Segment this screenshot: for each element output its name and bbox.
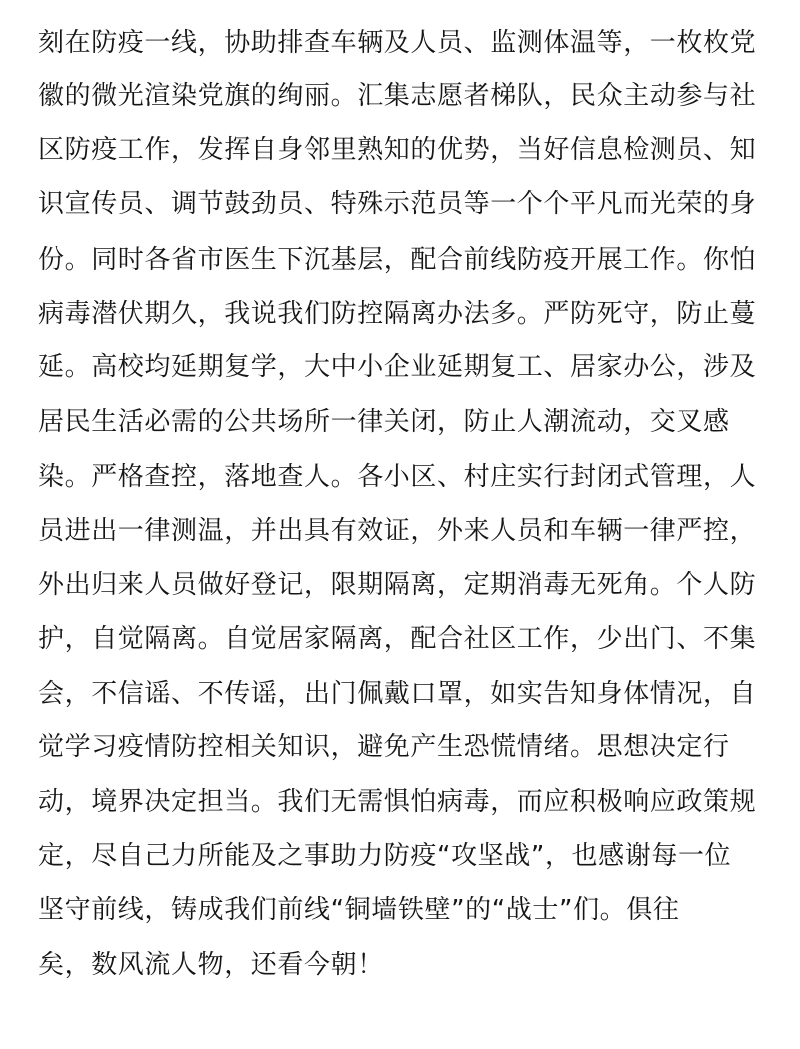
text-line: 徽的微光渲染党旗的绚丽。汇集志愿者梯队，民众主动参与社 [38, 81, 757, 111]
text-line: 觉学习疫情防控相关知识，避免产生恐慌情绪。思想决定行 [38, 732, 730, 762]
text-line: 区防疫工作，发挥自身邻里熟知的优势，当好信息检测员、知 [38, 135, 757, 165]
text-line: 份。同时各省市医生下沉基层，配合前线防疫开展工作。你怕 [38, 245, 757, 275]
text-line: 动，境界决定担当。我们无需惧怕病毒，而应积极响应政策规 [38, 787, 757, 817]
text-line: 定，尽自己力所能及之事助力防疫“攻坚战”，也感谢每一位 [38, 841, 732, 871]
text-line: 坚守前线，铸成我们前线“铜墙铁壁”的“战士”们。俱往 [38, 895, 680, 925]
text-line: 延。高校均延期复学，大中小企业延期复工、居家办公，涉及 [38, 352, 757, 382]
text-line: 刻在防疫一线，协助排查车辆及人员、监测体温等，一枚枚党 [38, 28, 757, 58]
text-line: 染。严格查控，落地查人。各小区、村庄实行封闭式管理，人 [38, 462, 757, 492]
text-line: 会，不信谣、不传谣，出门佩戴口罩，如实告知身体情况，自 [38, 679, 757, 709]
text-line: 外出归来人员做好登记，限期隔离，定期消毒无死角。个人防 [38, 570, 757, 600]
text-line: 病毒潜伏期久，我说我们防控隔离办法多。严防死守，防止蔓 [38, 299, 757, 329]
text-line: 识宣传员、调节鼓劲员、特殊示范员等一个个平凡而光荣的身 [38, 189, 757, 219]
text-line: 员进出一律测温，并出具有效证，外来人员和车辆一律严控， [38, 516, 757, 546]
text-line: 居民生活必需的公共场所一律关闭，防止人潮流动，交叉感 [38, 407, 730, 437]
text-line: 矣，数风流人物，还看今朝！ [38, 950, 384, 980]
text-line: 护，自觉隔离。自觉居家隔离，配合社区工作，少出门、不集 [38, 624, 757, 654]
